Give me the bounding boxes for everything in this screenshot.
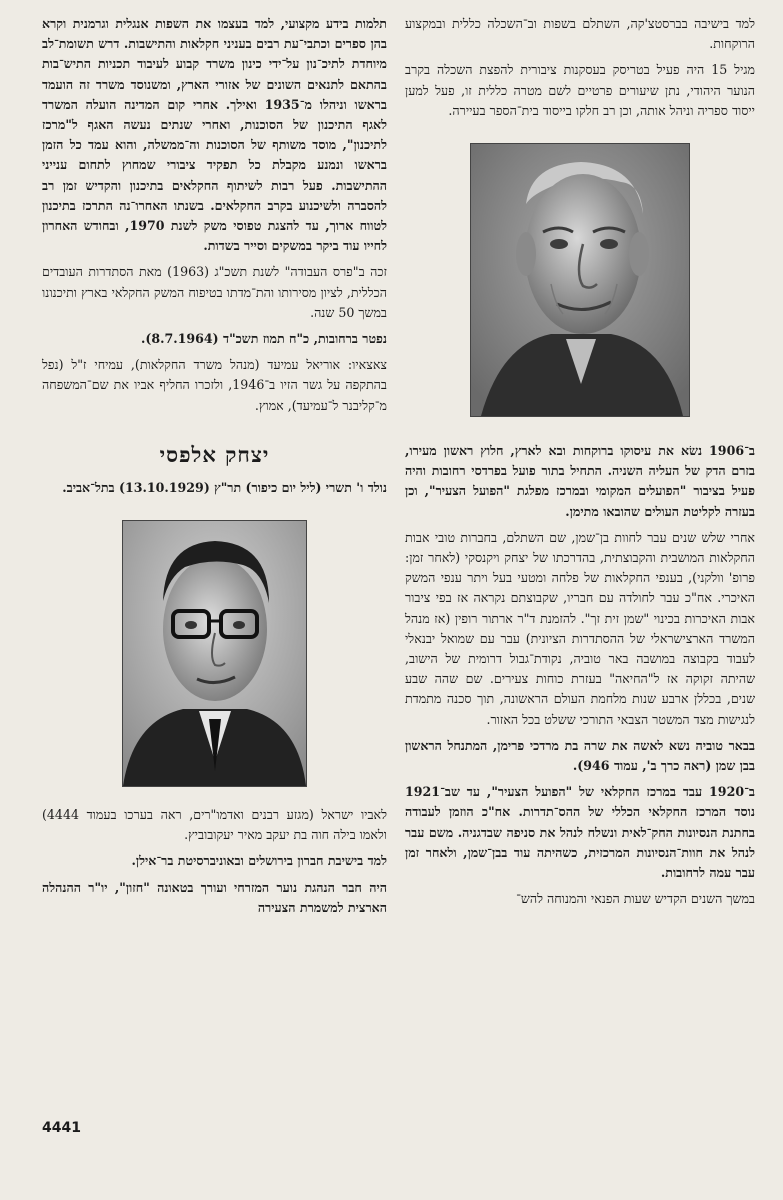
paragraph: במשך השנים הקדיש שעות הפנאי והמנוחה להש־ — [516, 891, 755, 907]
paragraph: למד בישיבת חברון בירושלים ובאוניברסיטת בר־אילן. — [131, 853, 387, 869]
paragraph: צאצאיו: אוריאל עמיעד (מנהל משרד החקלאות), עמיחי ז"ל (נפל בהתקפה על גשר הזיו ב־1946, ולזכרו החליף אביו את שם־המשפחה מ־קליבנר ל־עמיעד), אמוץ. — [42, 357, 387, 413]
left-column — [42, 14, 387, 924]
paragraph: בבאר טוביה נשא לאשה את שרה בת מרדכי פרימן, המתנחל הראשון בבן שמן (ראה כרך ב', עמוד 946). — [405, 737, 755, 774]
entry-intro: נולד ו' תשרי (ליל יום כיפור) תר"ץ (13.10.1929) בתל־אביב. — [62, 479, 387, 495]
paragraph: זכה ב"פרס העבודה" לשנת תשכ"ג (1963) מאת הסתדרות העובדים הכללית, לציון מסירותו והת־מדתו בטיפוח המשק החקלאי בארץ ותיכנונו במשך 50 שנה. — [42, 264, 387, 320]
paragraph: למד בישיבה בברסטצ'קה, השתלם בשפות וב־השכלה כללית ובמקצוע הרוקחות. — [405, 16, 755, 52]
right-column — [405, 14, 755, 915]
paragraph: נפטר ברחובות, כ"ח תמוז תשכ"ד (8.7.1964). — [140, 331, 387, 347]
paragraph: ב־1906 נשׂא את עיסוקו ברוקחות ובא לארץ, חלוץ ראשון מעירו, בזרם הדק של העליה השניה. התחיל בתור פועל בפרדסי רחובות והיה פעיל בציבור "הפועלים המקומי ובמרכז מפלגת "הפועל הצעיר", וכן בעזרה לקליטת העולים שהובאו מתימן. — [405, 443, 755, 519]
paragraph: ב־1920 עבד במרכז החקלאי של "הפועל הצעיר", עד שב־1921 נוסד המרכז החקלאי הכללי של ההס־תדרות. אח"כ הוזמן לעבודה בחתנת הנסיונות החק־לאית ונשלח לנהל את סניפה שבדגניה. משם עבר לנהל את חוות־הנסיונות המרכזית, כשהיתה עוד בבן־שמן, ולאחר זמן עבר עמה לרחובות. — [405, 784, 755, 881]
paragraph: מגיל 15 היה פעיל בטריסק בעסקנות ציבורית להפצת השכלה בקרב הנוער היהודי, נתן שיעורים פרטיים לשם מטרה כללית זו, פעל למען ייסוד ספריה וניהל אותה, וכן רב חלקו בייסוד בית־הספר בעיירה. — [405, 62, 755, 118]
paragraph: לאביו ישראל (מגזע רבנים ואדמו"רים, ראה בערכו בעמוד 4444) ולאמו בילה חוה בת יעקב מאיר יעקובוביץ. — [42, 807, 387, 843]
portrait-image — [123, 521, 306, 786]
paragraph: היה חבר הנהגת נוער המזרחי ועורך בטאונה "חזון", יו"ר ההנהלה הארצית למשמרת הצעירה — [42, 879, 387, 915]
paragraph: אחרי שלש שנים עבר לחוות בן־שמן, שם השתלם, בחברות טובי אבות החקלאות המושבית והקבוצתית, בהדרכתו של יצחק ויקנסקי (לאחר זמן: פרופ' וולקני), בענפי החקלאות של פלחה ומטעי בעל ויתר ענפי המשק האיכרי. אח"כ עבר לחולדה עם חבריו, שקבוצתם נקראה אז בפי ציבור אבות האיכרות בכינוי "שמן זית זך". להזמנת ד"ר ארתור רופין (אז מנהל המשרד הארצישראלי של ההסתדרות הציונית) עבר עם שמואל יבנאלי לעבוד בקבוצה במושבה באר טוביה, נקודת־גבול דרומית של הישוב, שהיתה זקוקה אז ל"החיאה" בעזרת כוחות צעירים. שם שהה שבע שנים, בכללן ארבע שנות מלחמת העולם הראשונה, תוך סכנה מתמדת לנגישות מצד המשטר הצבאי התורכי ששלט בכל האזור. — [405, 529, 755, 727]
portrait-photo-elderly-man — [470, 143, 690, 417]
portrait-image — [471, 144, 689, 416]
portrait-photo-man-with-glasses — [122, 520, 307, 787]
page-number: 4441 — [42, 1120, 81, 1136]
entry-heading: יצחק אלפסי — [159, 441, 270, 467]
paragraph: תלמות בידע מקצועי, למד בעצמו את השפות אנגלית וגרמנית וקרא בהן ספרים וכתבי־עת רבים בעניני חקלאות והתישבות. דרש תשומת־לב מיוחדת לתיכ־נון על־ידי כינון משרד קבוע לעיבוד תכניות התיש־בות בהתאם לתנאים השונים של אזורי הארץ, ומשנוסד משרד זה הועמד בראשו וניהלו מ־1935 ואילך. אחרי קום המדינה הועלה המשרד לאגף התיכנון של הסוכנות, ואחרי שנתים נעשה האגף ל"מרכז לתיכנון", מוסד משותף של הסוכנות וה־ממשלה, והוא עמד כל הזמן בראשו ונמנע מקבלת כל תפקיד ציבורי שמחוץ לתחום ענייני ההתישבות. פעל רבות לשיתוף החקלאים בתיכנון והקדיש זמן רב להסברה ולשיכנוע בקרב החקלאים. בשנתו האחרו־נה התרכז בתיכנון לטווח ארוך, עד להצגת טפוסי משק לשנת 1970, ובחודש האחרון לחייו עוד ביקר במשקים וסייר בשדות. — [42, 16, 388, 254]
